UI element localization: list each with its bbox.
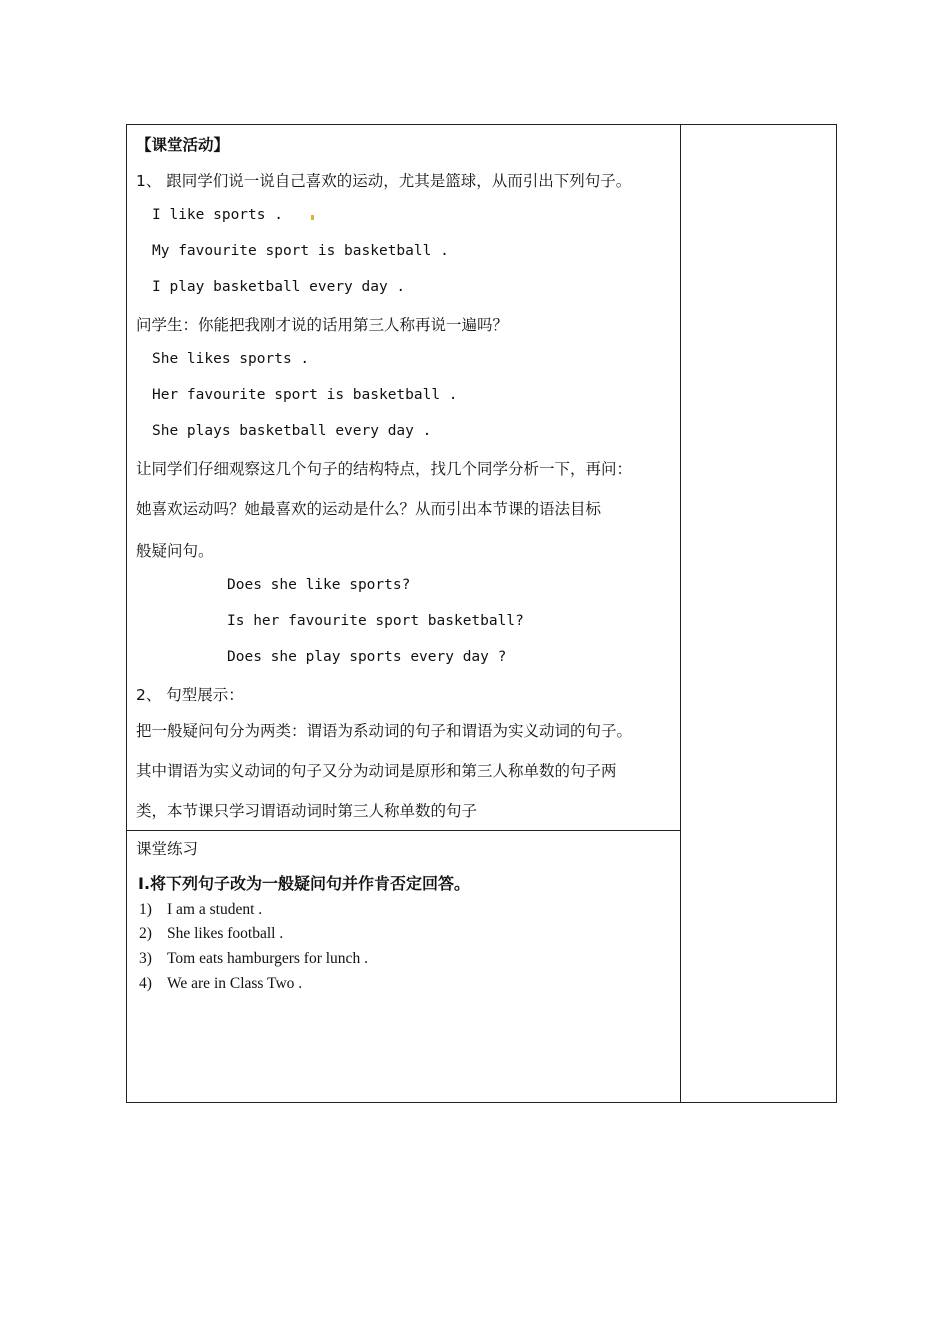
example-sentence: Her favourite sport is basketball .: [152, 387, 458, 403]
lesson-table: [126, 124, 837, 1103]
activity-line: 她喜欢运动吗？她最喜欢的运动是什么？从而引出本节课的语法目标: [136, 500, 602, 518]
activity-line: 问学生：你能把我刚才说的话用第三人称再说一遍吗？: [136, 316, 509, 334]
activity-heading: 【课堂活动】: [136, 136, 230, 154]
example-sentence: My favourite sport is basketball .: [152, 243, 449, 259]
practice-instruction: I.将下列句子改为一般疑问句并作肯否定回答。: [138, 874, 471, 893]
activity-line: 把一般疑问句分为两类：谓语为系动词的句子和谓语为实义动词的句子。: [136, 722, 633, 740]
exercise-number: 1): [139, 901, 152, 918]
stray-mark: [311, 215, 314, 220]
activity-line: 类，本节课只学习谓语动词时第三人称单数的句子: [136, 802, 478, 820]
example-sentence: She plays basketball every day .: [152, 423, 432, 439]
example-sentence: She likes sports .: [152, 351, 310, 367]
exercise-item: [139, 950, 368, 968]
example-sentence: I play basketball every day .: [152, 279, 406, 295]
question-sentence: Does she like sports?: [227, 577, 411, 593]
activity-line: 其中谓语为实义动词的句子又分为动词是原形和第三人称单数的句子两: [136, 762, 617, 780]
example-sentence: I like sports .: [152, 207, 283, 223]
column-divider: [680, 125, 681, 1102]
exercise-number: 4): [139, 975, 152, 992]
practice-heading: 课堂练习: [136, 840, 199, 858]
activity-line: 般疑问句。: [136, 542, 214, 560]
activity-line: 让同学们仔细观察这几个句子的结构特点，找几个同学分析一下，再问：: [136, 460, 633, 478]
exercise-item: [139, 925, 283, 943]
exercise-text: We are in Class Two .: [167, 975, 303, 992]
activity-line: 1、 跟同学们说一说自己喜欢的运动，尤其是篮球，从而引出下列句子。: [136, 172, 632, 190]
row-divider: [127, 830, 680, 831]
exercise-item: [139, 975, 302, 993]
exercise-text: Tom eats hamburgers for lunch .: [167, 950, 368, 967]
exercise-text: I am a student .: [167, 901, 263, 918]
exercise-number: 3): [139, 950, 152, 967]
activity-line: 2、 句型展示：: [136, 686, 244, 704]
exercise-item: [139, 901, 262, 919]
exercise-text: She likes football .: [167, 925, 284, 942]
question-sentence: Is her favourite sport basketball?: [227, 613, 524, 629]
question-sentence: Does she play sports every day ?: [227, 649, 507, 665]
exercise-number: 2): [139, 925, 152, 942]
